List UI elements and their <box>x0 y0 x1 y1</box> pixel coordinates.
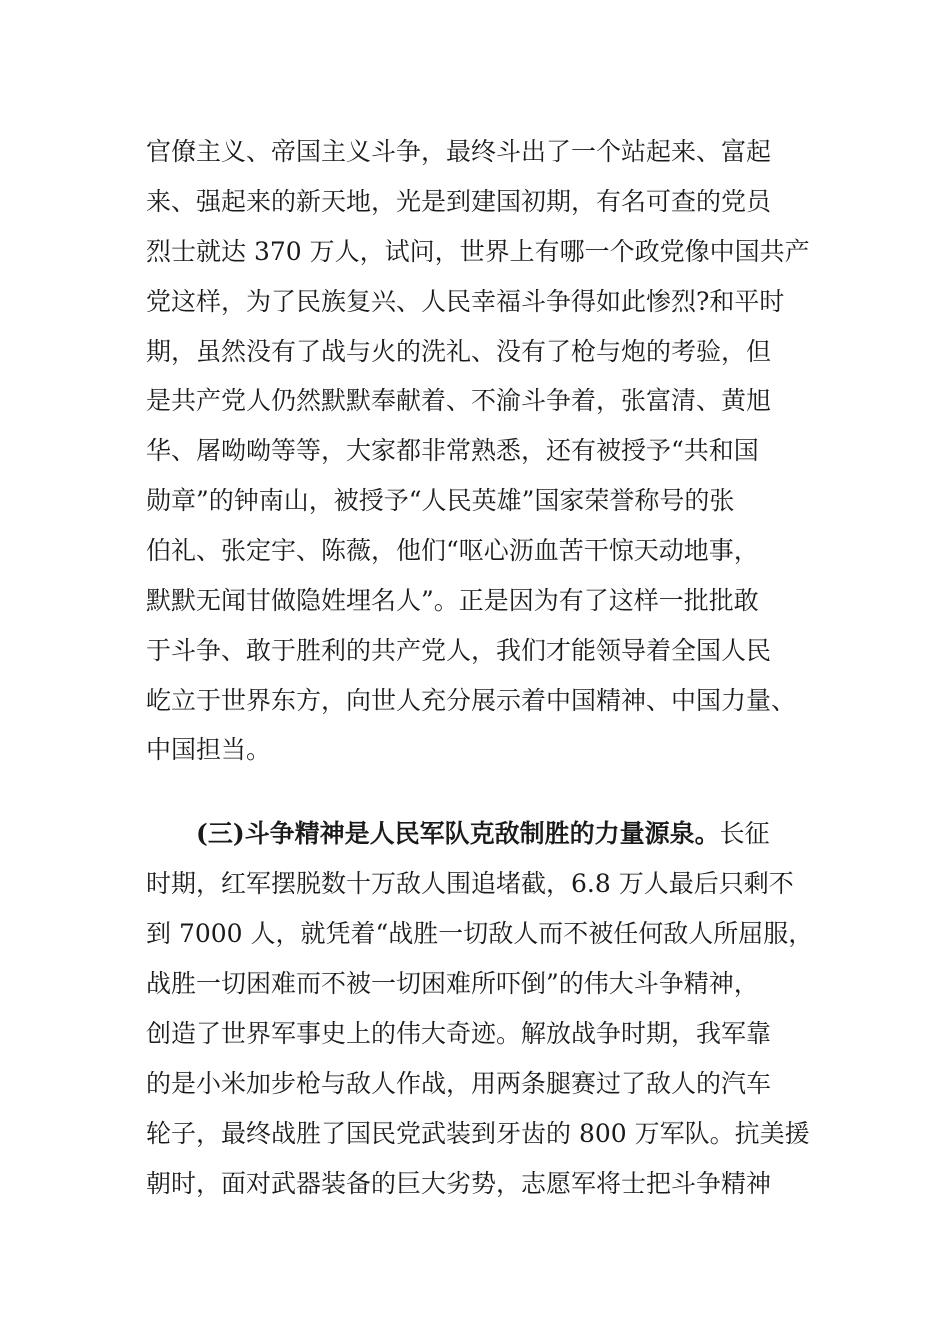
paragraph2-line-5: 创造了世界军事史上的伟大奇迹。解放战争时期，我军靠 <box>146 1019 772 1048</box>
paragraph2-line-8: 朝时，面对武器装备的巨大劣势，志愿军将士把斗争精神 <box>146 1169 772 1198</box>
paragraph1-line-3: 烈士就达 370 万人，试问，世界上有哪一个政党像中国共产 <box>146 237 810 266</box>
paragraph2-line-7: 轮子，最终战胜了国民党武装到牙齿的 800 万军队。抗美援 <box>146 1119 810 1148</box>
paragraph1-line-8: 勋章”的钟南山，被授予“人民英雄”国家荣誉称号的张 <box>146 486 735 515</box>
section-heading: (三)斗争精神是人民军队克敌制胜的力量源泉。 <box>196 819 720 848</box>
paragraph2-line-3: 到 7000 人，就凭着“战胜一切敌人而不被任何敌人所屈服， <box>146 919 814 948</box>
paragraph1-line-2: 来、强起来的新天地，光是到建国初期，有名可查的党员 <box>146 187 772 216</box>
paragraph1-line-11: 于斗争、敢于胜利的共产党人，我们才能领导着全国人民 <box>146 636 772 665</box>
paragraph1-line-13: 中国担当。 <box>146 735 272 764</box>
paragraph1-line-12: 屹立于世界东方，向世人充分展示着中国精神、中国力量、 <box>146 686 797 715</box>
paragraph1-line-5: 期，虽然没有了战与火的洗礼、没有了枪与炮的考验，但 <box>146 337 772 366</box>
paragraph2-first-line-rest: 长征 <box>719 819 770 848</box>
paragraph2-first-line <box>196 819 770 849</box>
paragraph1-line-9: 伯礼、张定宇、陈薇，他们“呕心沥血苦干惊天动地事， <box>146 536 759 565</box>
paragraph1-line-10: 默默无闻甘做隐姓埋名人”。正是因为有了这样一批批敢 <box>146 586 759 615</box>
paragraph1-line-4: 党这样，为了民族复兴、人民幸福斗争得如此惨烈?和平时 <box>146 287 785 316</box>
paragraph2-line-4: 战胜一切困难而不被一切困难所吓倒”的伟大斗争精神， <box>146 969 759 998</box>
paragraph1-line-1: 官僚主义、帝国主义斗争，最终斗出了一个站起来、富起 <box>146 137 772 166</box>
paragraph1-line-7: 华、屠呦呦等等，大家都非常熟悉，还有被授予“共和国 <box>146 436 759 465</box>
paragraph2-line-6: 的是小米加步枪与敌人作战，用两条腿赛过了敌人的汽车 <box>146 1069 772 1098</box>
paragraph2-line-2: 时期，红军摆脱数十万敌人围追堵截，6.8 万人最后只剩不 <box>146 869 794 898</box>
paragraph1-line-6: 是共产党人仍然默默奉献着、不渝斗争着，张富清、黄旭 <box>146 386 772 415</box>
